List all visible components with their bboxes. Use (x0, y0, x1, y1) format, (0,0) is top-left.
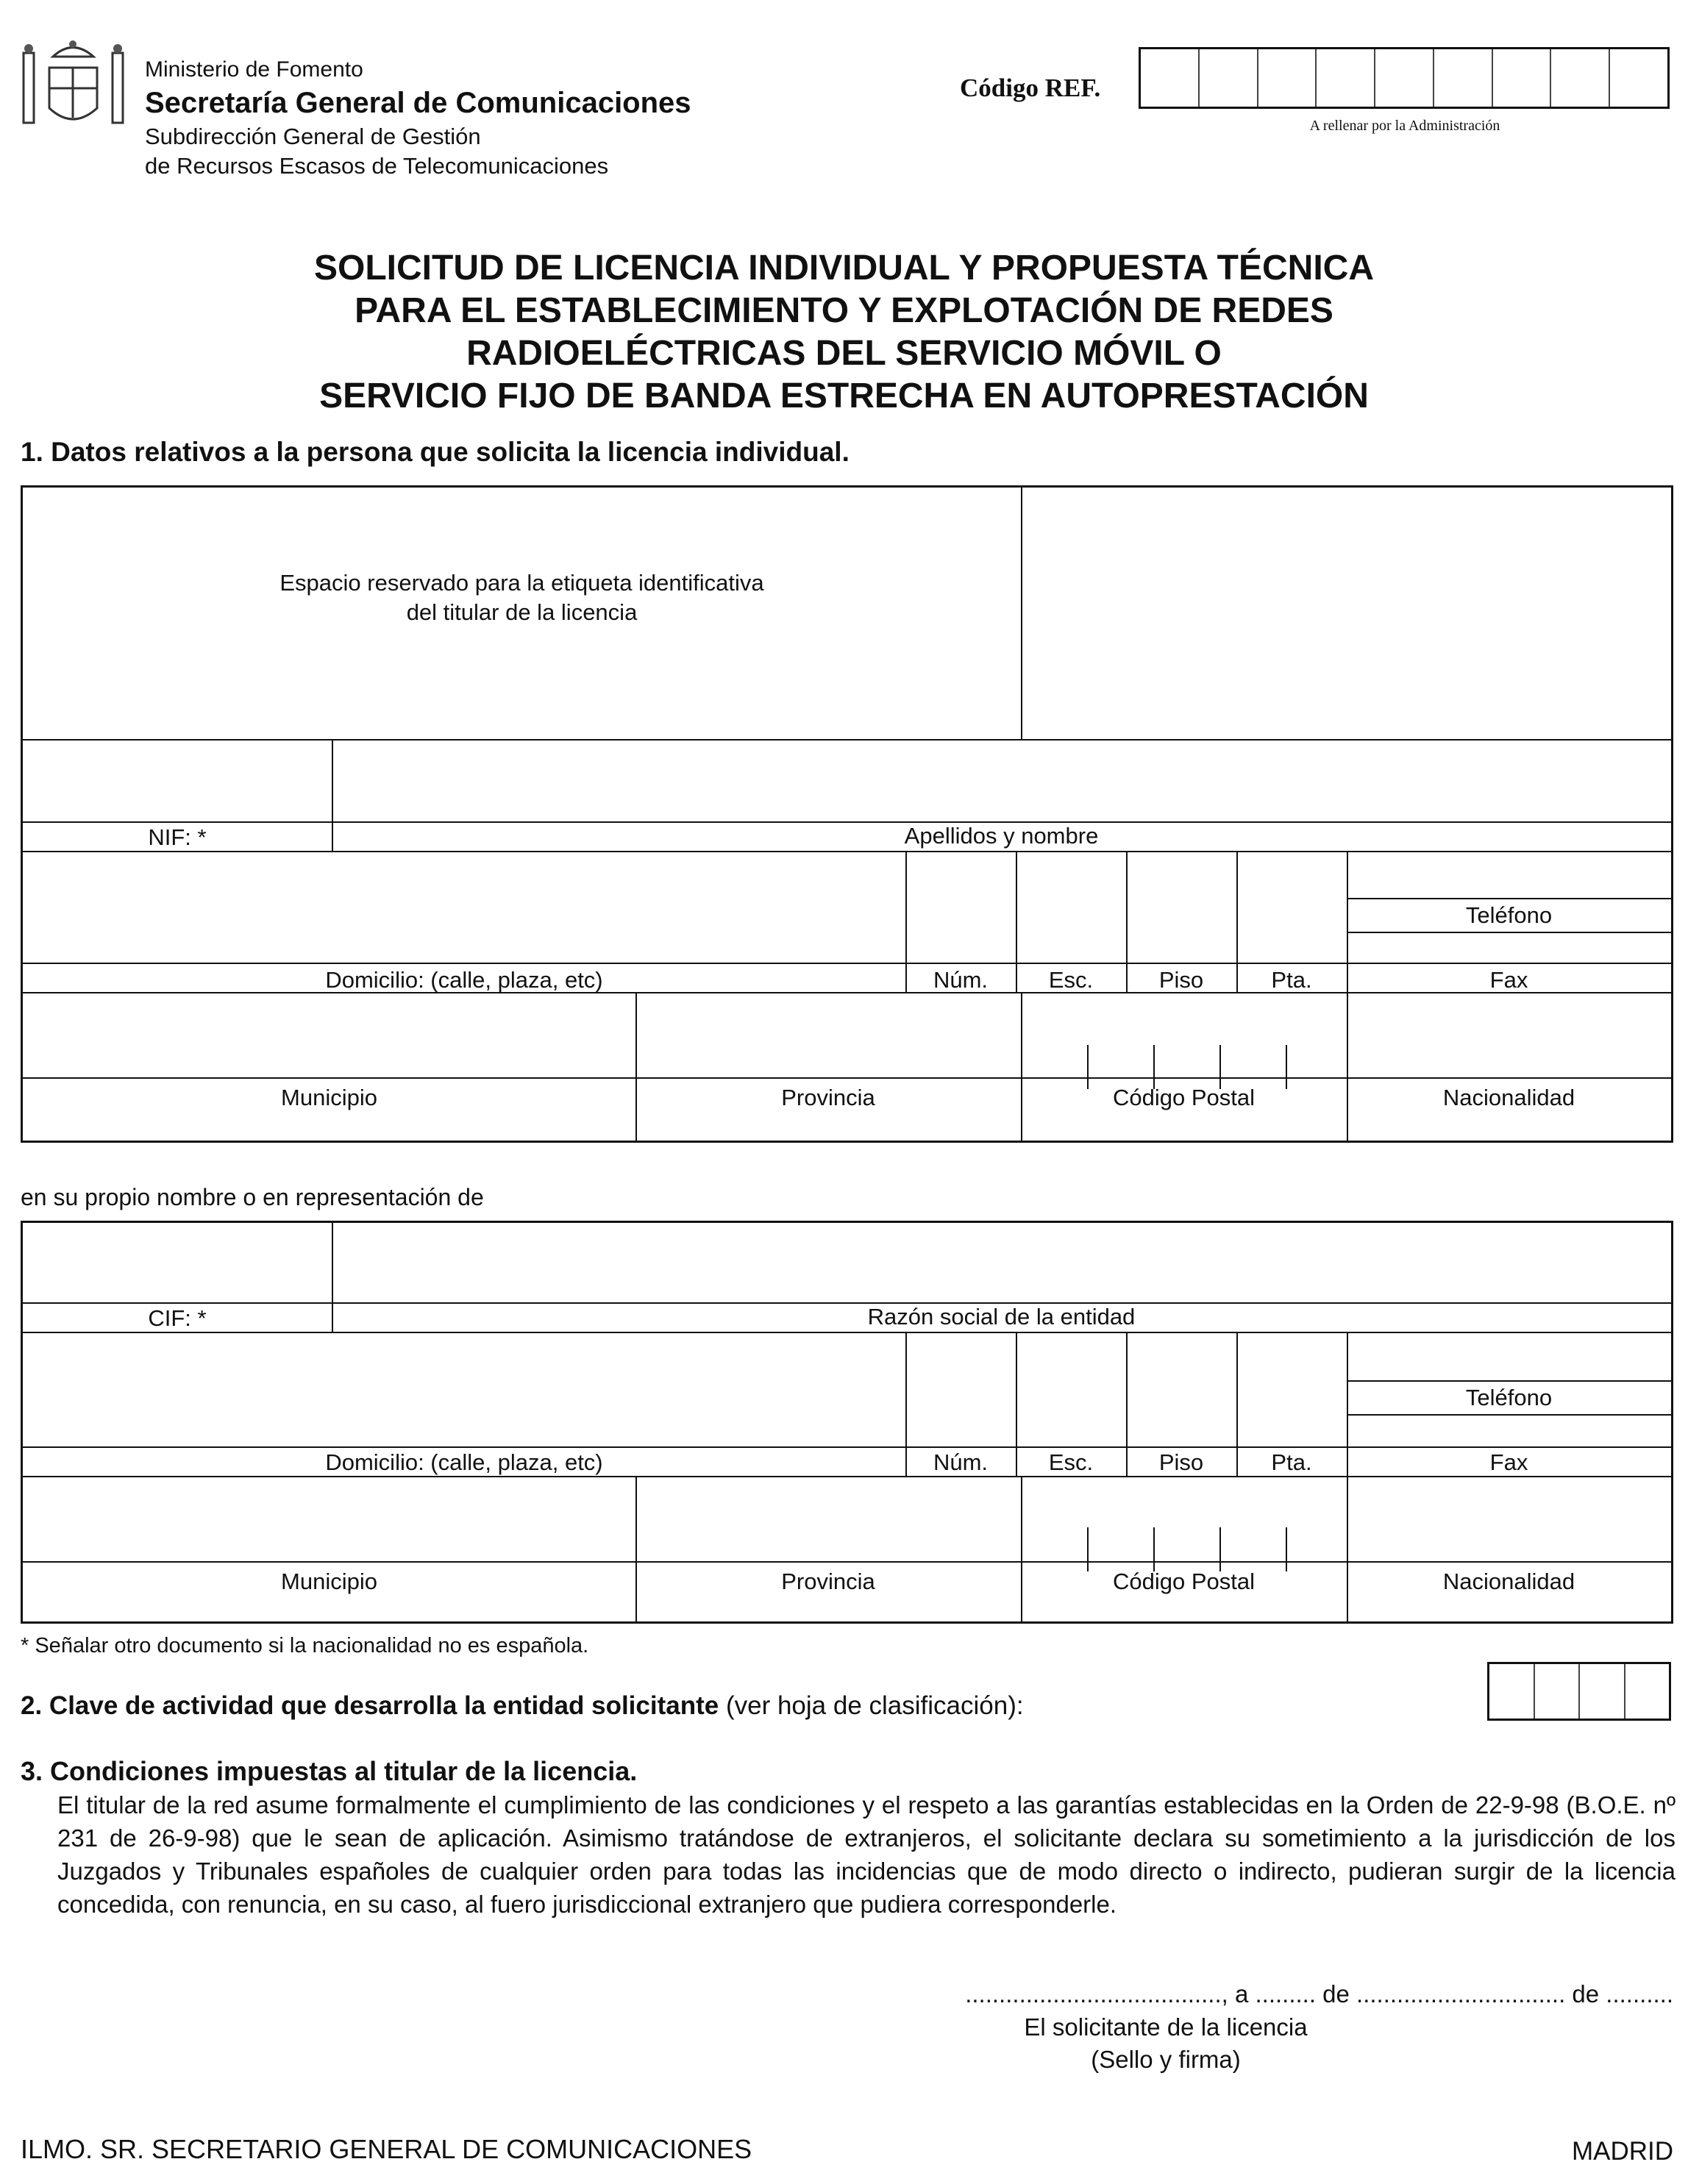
section2-note: (ver hoja de clasificación): (719, 1691, 1024, 1720)
municipality-field[interactable] (23, 993, 634, 1076)
company-name-field[interactable] (333, 1223, 1670, 1301)
name-label: Apellidos y nombre (904, 823, 1099, 849)
company-name-label: Razón social de la entidad (867, 1304, 1136, 1330)
representation-intro: en su propio nombre o en representación de (21, 1184, 484, 1210)
coat-of-arms-icon (9, 38, 138, 134)
address-field[interactable] (23, 852, 904, 958)
postal-code-field[interactable] (1022, 993, 1345, 1076)
city: MADRID (1571, 2137, 1673, 2166)
nif-label: NIF: * (148, 824, 207, 850)
address-label: Domicilio: (calle, plaza, etc) (325, 967, 603, 993)
staircase-label: Esc. (1048, 967, 1094, 993)
applicant-table (21, 485, 1673, 1143)
title-line4: SERVICIO FIJO DE BANDA ESTRECHA EN AUTOPRESTACIÓN (319, 377, 1369, 415)
id-label-area[interactable] (1023, 488, 1670, 738)
nationality-label: Nacionalidad (1442, 1085, 1575, 1110)
name-field[interactable] (333, 741, 1670, 820)
subdirectorate-line1: Subdirección General de Gestión (145, 124, 481, 149)
entity-fax-field[interactable] (1348, 1416, 1670, 1445)
nif-field[interactable] (23, 741, 330, 820)
ref-code-note: A rellenar por la Administración (1309, 118, 1500, 134)
section2-line (21, 1691, 1024, 1721)
entity-door-label: Pta. (1271, 1449, 1312, 1475)
door-label: Pta. (1271, 967, 1312, 993)
activity-code-boxes[interactable] (1487, 1662, 1671, 1721)
secretariat-name: Secretaría General de Comunicaciones (145, 87, 691, 119)
entity-address-label: Domicilio: (calle, plaza, etc) (325, 1449, 603, 1475)
fax-label: Fax (1489, 967, 1528, 993)
entity-municipality-field[interactable] (23, 1477, 634, 1560)
entity-table (21, 1221, 1673, 1624)
fax-field[interactable] (1348, 933, 1670, 963)
label-space-text2: del titular de la licencia (406, 599, 638, 625)
entity-postal-code-label: Código Postal (1112, 1569, 1255, 1594)
entity-province-field[interactable] (637, 1477, 1019, 1560)
nationality-field[interactable] (1348, 993, 1670, 1076)
entity-address-field[interactable] (23, 1333, 904, 1443)
floor-label: Piso (1158, 967, 1204, 993)
section3-heading: 3. Condiciones impuestas al titular de la licencia. (21, 1756, 638, 1786)
title-line3: RADIOELÉCTRICAS DEL SERVICIO MÓVIL O (466, 334, 1222, 373)
nationality-footnote: * Señalar otro documento si la nacionalidad no es española. (21, 1634, 589, 1657)
postal-code-label: Código Postal (1112, 1085, 1255, 1110)
section1-heading: 1. Datos relativos a la persona que solicita la licencia individual. (21, 437, 850, 467)
phone-label: Teléfono (1465, 902, 1553, 928)
province-field[interactable] (637, 993, 1019, 1076)
entity-province-label: Provincia (781, 1569, 875, 1594)
municipality-label: Municipio (281, 1085, 377, 1110)
number-label: Núm. (933, 967, 989, 993)
entity-fax-label: Fax (1489, 1449, 1528, 1475)
entity-floor-label: Piso (1158, 1449, 1204, 1475)
entity-postal-code-field[interactable] (1022, 1477, 1345, 1560)
entity-phone-label: Teléfono (1465, 1385, 1553, 1410)
title-line1: SOLICITUD DE LICENCIA INDIVIDUAL Y PROPUESTA TÉCNICA (313, 249, 1374, 288)
ministry-name: Ministerio de Fomento (145, 57, 363, 82)
entity-staircase-label: Esc. (1048, 1449, 1094, 1475)
title-line2: PARA EL ESTABLECIMIENTO Y EXPLOTACIÓN DE REDES (355, 291, 1333, 330)
entity-nationality-label: Nacionalidad (1442, 1569, 1575, 1594)
province-label: Provincia (781, 1085, 875, 1110)
addressee: ILMO. SR. SECRETARIO GENERAL DE COMUNICACIONES (21, 2134, 752, 2164)
phone-field[interactable] (1348, 852, 1670, 896)
cif-field[interactable] (23, 1223, 330, 1301)
date-line[interactable]: ......................................, a ......... de ............................... de .......... (965, 1980, 1673, 2008)
label-space-text1: Espacio reservado para la etiqueta identificativa (279, 570, 764, 596)
stamp-label: (Sello y firma) (1091, 2046, 1241, 2073)
signer-label: El solicitante de la licencia (1024, 2013, 1308, 2041)
conditions-paragraph: El titular de la red asume formalmente el cumplimiento de las condiciones y el respeto a las garantías establecidas en la Orden de 22-9-98 (B.O.E. nº 231 de 26-9-98) que le sean de aplicación. Asimismo tratándose de extranjeros, el solicitante declara su sometimiento a la jurisdicción de los Juzgados y Tribunales españoles de cualquier orden para todas las incidencias que de modo directo o indirecto, pudieran surgir de la licencia concedida, con renuncia, en su caso, al fuero jurisdiccional extranjero que pudiera corresponderle. (57, 1791, 1675, 1918)
entity-phone-field[interactable] (1348, 1333, 1670, 1379)
ref-code-boxes[interactable] (1139, 47, 1670, 109)
subdirectorate-line2: de Recursos Escasos de Telecomunicaciones (145, 153, 609, 179)
entity-number-label: Núm. (933, 1449, 989, 1475)
form-title (0, 247, 1688, 418)
entity-nationality-field[interactable] (1348, 1477, 1670, 1560)
section2-heading: 2. Clave de actividad que desarrolla la entidad solicitante (21, 1691, 719, 1720)
ref-code-label: Código REF. (960, 74, 1101, 102)
cif-label: CIF: * (148, 1305, 207, 1331)
entity-municipality-label: Municipio (281, 1569, 377, 1594)
